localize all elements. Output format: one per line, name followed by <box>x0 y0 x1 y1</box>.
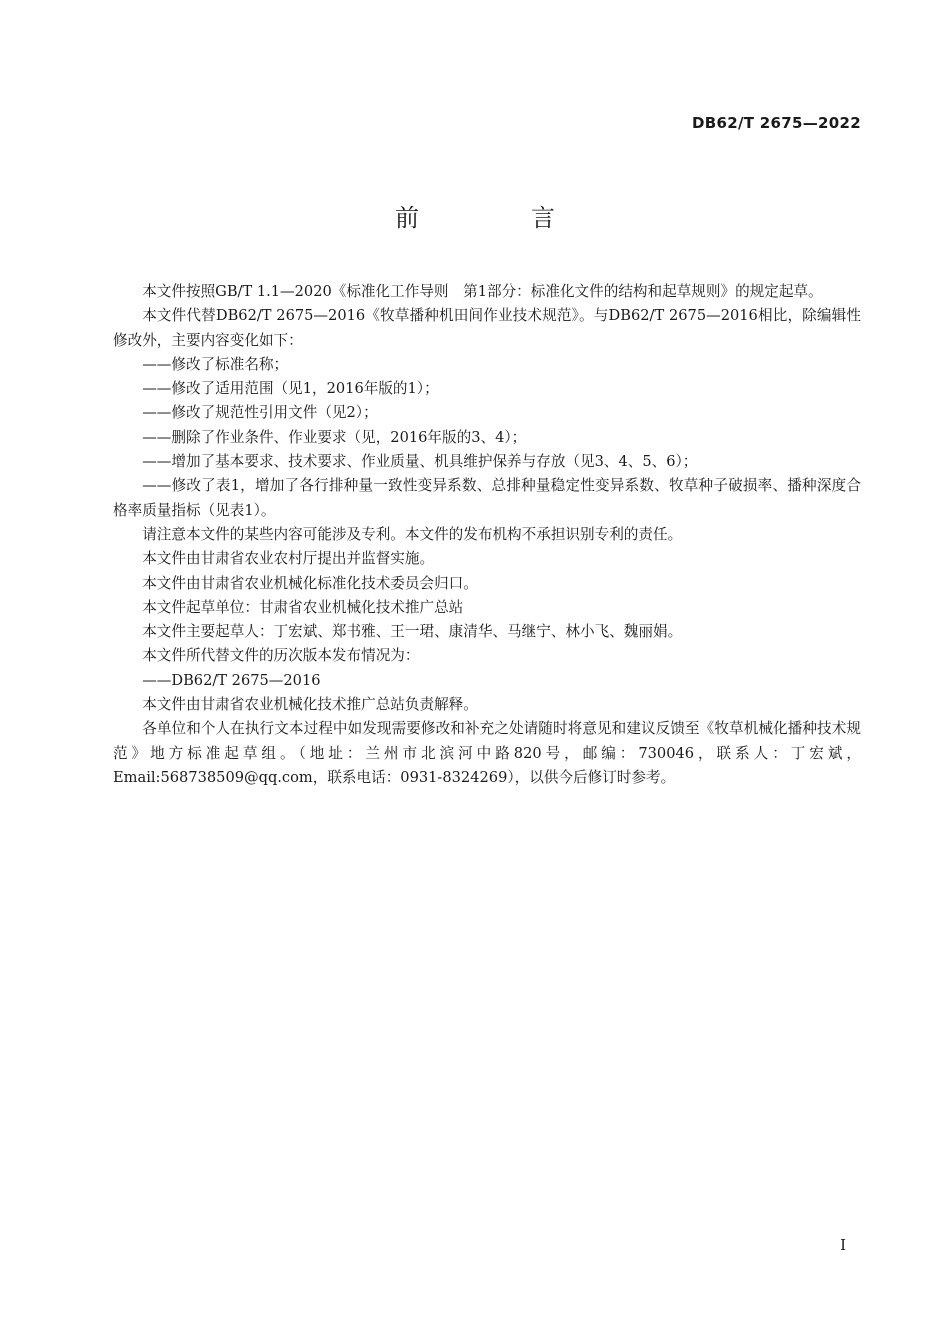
paragraph-drafting-basis: 本文件按照GB/T 1.1—2020《标准化工作导则 第1部分：标准化文件的结构和起草规则》的规定起草。 <box>142 283 823 300</box>
paragraph-patent-notice: 请注意本文件的某些内容可能涉及专利。本文件的发布机构不承担识别专利的责任。 <box>142 525 683 543</box>
paragraph-centralized: 本文件由甘肃省农业机械化标准化技术委员会归口。 <box>142 574 478 592</box>
change-item: ——删除了作业条件、作业要求（见，2016年版的3、4）； <box>142 428 527 446</box>
foreword-body <box>113 280 861 790</box>
change-item: ——修改了标准名称； <box>142 355 289 373</box>
paragraph-drafters: 本文件主要起草人：丁宏斌、郑书雅、王一珺、康清华、马继宁、林小飞、魏丽娟。 <box>142 623 683 641</box>
change-item: ——修改了规范性引用文件（见2）； <box>142 404 378 422</box>
paragraph-feedback: 各单位和个人在执行文本过程中如发现需要修改和补充之处请随时将意见和建议反馈至《牧草机械化播种技术规范》地方标准起草组。（地址：兰州市北滨河中路820号，邮编：730046，联系人：丁宏斌，Email:568738509@qq.com，联系电话：0931-8324269），以供今后修订时参考。 <box>113 720 861 786</box>
paragraph-drafting-unit: 本文件起草单位：甘肃省农业机械化技术推广总站 <box>142 598 464 616</box>
page-number: I <box>840 1236 846 1254</box>
paragraph-history-intro: 本文件所代替文件的历次版本发布情况为： <box>142 647 420 665</box>
document-code: DB62/T 2675—2022 <box>692 114 861 132</box>
change-item: ——修改了适用范围（见1，2016年版的1）； <box>142 380 439 398</box>
paragraph-proposer: 本文件由甘肃省农业农村厅提出并监督实施。 <box>142 550 435 568</box>
history-item: ——DB62/T 2675—2016 <box>142 671 321 689</box>
paragraph-interpretation: 本文件由甘肃省农业机械化技术推广总站负责解释。 <box>142 696 478 714</box>
change-item: ——增加了基本要求、技术要求、作业质量、机具维护保养与存放（见3、4、5、6）； <box>142 453 698 471</box>
change-item: ——修改了表1，增加了各行排种量一致性变异系数、总排种量稳定性变异系数、牧草种子破损率、播种深度合格率质量指标（见表1）。 <box>113 477 861 519</box>
paragraph-replacement: 本文件代替DB62/T 2675—2016《牧草播种机田间作业技术规范》。与DB62/T 2675—2016相比，除编辑性修改外，主要内容变化如下： <box>113 307 861 349</box>
page-title: 前 言 <box>395 204 599 232</box>
